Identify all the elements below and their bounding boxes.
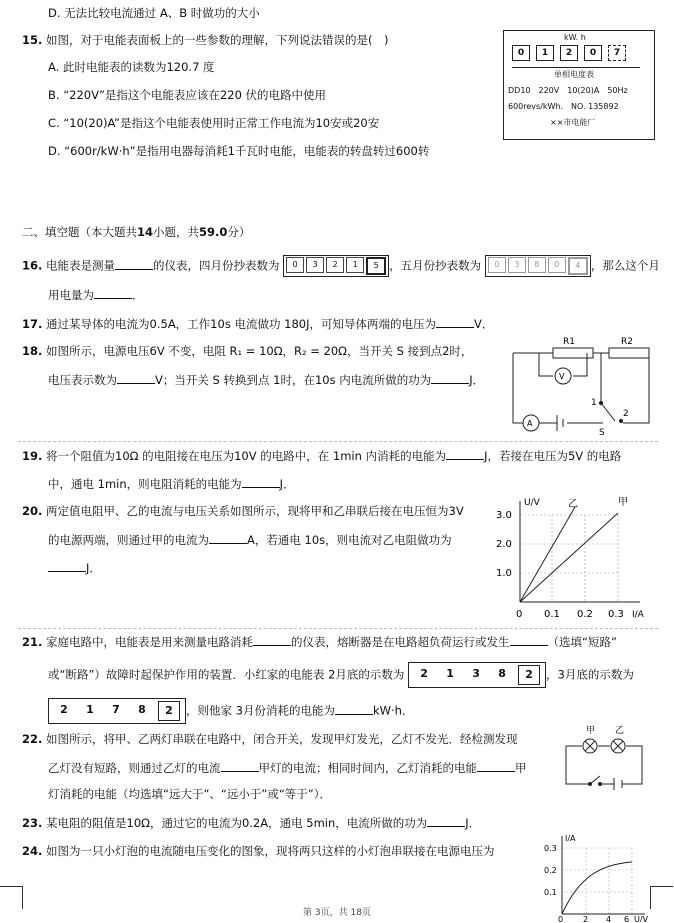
y-axis-label: I/A (565, 834, 576, 843)
q16-reading-april: 0 3 2 1 5 (283, 255, 389, 277)
meter-digits: 0 1 2 0 7 (512, 45, 626, 61)
q16-line1: 16. 电能表是测量 的仪表，四月份抄表数为 0 3 2 1 5 ，五月份抄表数为 0 3 8 0 4 ，那么这个月 (22, 255, 660, 277)
series-yi-line (520, 507, 575, 602)
series-jia-label: 甲 (618, 497, 628, 508)
q20-line1: 20. 两定值电阻甲、乙的电流与电压关系如图所示，现将甲和乙串联后接在电压恒为3V (22, 504, 464, 518)
series-yi-label: 乙 (568, 499, 578, 510)
y-tick: 0.2 (544, 866, 557, 875)
q15-option-d: D. “600r/kW·h”是指用电器每消耗1千瓦时电能，电能表的转盘转过600转 (48, 144, 430, 158)
q23: 23. 某电阻的阻值是10Ω，通过它的电流为0.2A，通电 5min，电流所做的功为 J． (22, 816, 481, 830)
x-tick: 0 (516, 609, 523, 620)
x-tick: 0 (558, 915, 564, 922)
q15-option-b: B. “220V”是指这个电能表应该在220 伏的电路中使用 (48, 88, 327, 102)
lamp-jia-label: 甲 (586, 726, 596, 736)
q18-blank-2[interactable] (431, 371, 469, 384)
svg-text:S: S (599, 428, 605, 438)
lamp-yi-label: 乙 (615, 726, 625, 736)
q16-blank-2[interactable] (94, 286, 132, 299)
x-axis-label: I/A (632, 610, 644, 620)
q21-line1: 21. 家庭电路中，电能表是用来测量电路消耗 的仪表，熔断器是在电路超负荷运行或发生 （选填“短路” (22, 635, 617, 649)
x-tick: 4 (606, 915, 612, 922)
q22-line2: 乙灯没有短路，则通过乙灯的电流 甲灯的电流；相同时间内，乙灯消耗的电能 甲 (48, 761, 527, 775)
y-tick: 2.0 (496, 539, 512, 550)
q20-line3: J． (48, 559, 101, 576)
q15-stem: 15. 如图，对于电能表面板上的一些参数的理解，下列说法错误的是( ) (22, 33, 389, 47)
q21-blank-3[interactable] (335, 702, 373, 715)
q16-blank-1[interactable] (115, 257, 153, 270)
q20-blank-1[interactable] (209, 531, 247, 544)
energy-meter-figure (503, 30, 655, 140)
q21-line2: 或“断路”）故障时起保护作用的装置．小红家的电能表 2月底的示数为 2 1 3 8 2 ，3月底的示数为 (48, 662, 634, 688)
divider (18, 441, 658, 442)
divider (18, 628, 658, 629)
q19-blank-1[interactable] (446, 447, 484, 460)
q22-line1: 22. 如图所示，将甲、乙两灯串联在电路中，闭合开关，发现甲灯发光，乙灯不发光．经检测发现 (22, 732, 518, 746)
y-tick: 0.3 (544, 844, 557, 853)
section-title: 二、填空题（本大题共14小题，共59.0分） (22, 225, 251, 239)
meter-rule (512, 67, 640, 68)
q23-blank[interactable] (427, 814, 465, 827)
svg-text:R1: R1 (563, 337, 575, 347)
svg-text:V: V (559, 372, 565, 381)
q24: 24. 如图为一只小灯泡的电流随电压变化的图象，现将两只这样的小灯泡串联接在电源电压为 (22, 844, 495, 858)
page-footer: 第 3页，共 18页 (303, 908, 371, 918)
q17-blank[interactable] (436, 315, 474, 328)
q21-line3: 2 1 7 8 2 ，则他家 3月份消耗的电能为 kW·h． (48, 698, 413, 724)
q22-line3: 灯消耗的电能（均选填“远大于”、“远小于”或“等于”）． (48, 787, 331, 801)
q18-line2: 电压表示数为 V；当开关 S 转换到点 1时，在10s 内电流所做的功为 J． (48, 373, 485, 387)
q21-blank-1[interactable] (253, 633, 291, 646)
q21-blank-2[interactable] (510, 633, 548, 646)
q20-line2: 的电源两端，则通过甲的电流为 A，若通电 10s，则电流对乙电阻做功为 (48, 533, 452, 547)
x-tick: 0.1 (544, 609, 560, 620)
x-tick: 0.2 (577, 609, 593, 620)
series-jia-line (520, 513, 618, 602)
q20-blank-2[interactable] (48, 559, 86, 572)
meter-title: 单相电度表 (554, 70, 594, 79)
q16-reading-may: 0 3 8 0 4 (485, 255, 591, 277)
q21-reading-mar: 2 1 7 8 2 (48, 698, 186, 724)
q19-line1: 19. 将一个阻值为10Ω 的电阻接在电压为10V 的电路中，在 1min 内消耗的电能为 J，若接在电压为5V 的电路 (22, 449, 622, 463)
q21-reading-feb: 2 1 3 8 2 (408, 662, 546, 688)
q18-blank-1[interactable] (117, 371, 155, 384)
x-tick: 2 (583, 915, 589, 922)
svg-text:2: 2 (623, 409, 629, 419)
x-axis-label: U/V (634, 915, 649, 922)
q16-line2: 用电量为 ． (48, 288, 144, 302)
q22-circuit (560, 724, 650, 794)
y-tick: 3.0 (496, 510, 512, 521)
q18-line1: 18. 如图所示，电源电压6V 不变，电阻 R₁ = 10Ω，R₂ = 20Ω，当开关 S 接到点2时， (22, 344, 473, 358)
svg-text:A: A (527, 419, 533, 428)
q14-option-d: D. 无法比较电流通过 A、B 时做功的大小 (48, 6, 260, 20)
q22-blank-2[interactable] (477, 759, 515, 772)
meter-unit: kW. h (564, 33, 586, 42)
y-tick: 0.1 (544, 888, 557, 897)
q17: 17. 通过某导体的电流为0.5A，工作10s 电流做功 180J，可知导体两端的电压为 V． (22, 317, 494, 331)
y-tick: 1.0 (496, 568, 512, 579)
meter-rev: 600revs/kWh. NO. 135892 (508, 102, 619, 111)
meter-maker: ××市电能厂 (550, 118, 596, 127)
q15-option-a: A. 此时电能表的读数为120.7 度 (48, 60, 215, 74)
q19-blank-2[interactable] (242, 475, 280, 488)
q18-circuit (505, 333, 655, 438)
x-tick: 6 (624, 915, 630, 922)
q15-option-c: C. “10(20)A”是指这个电能表使用时正常工作电流为10安或20安 (48, 116, 380, 130)
svg-text:R2: R2 (621, 337, 633, 347)
q22-blank-1[interactable] (221, 759, 259, 772)
q20-chart (490, 495, 655, 627)
y-axis-label: U/V (524, 498, 540, 508)
x-tick: 0.3 (608, 609, 624, 620)
meter-spec: DD10 220V 10(20)A 50Hz (508, 86, 628, 95)
q19-line2: 中，通电 1min，则电阻消耗的电能为 J． (48, 477, 295, 491)
svg-text:1: 1 (591, 398, 597, 408)
